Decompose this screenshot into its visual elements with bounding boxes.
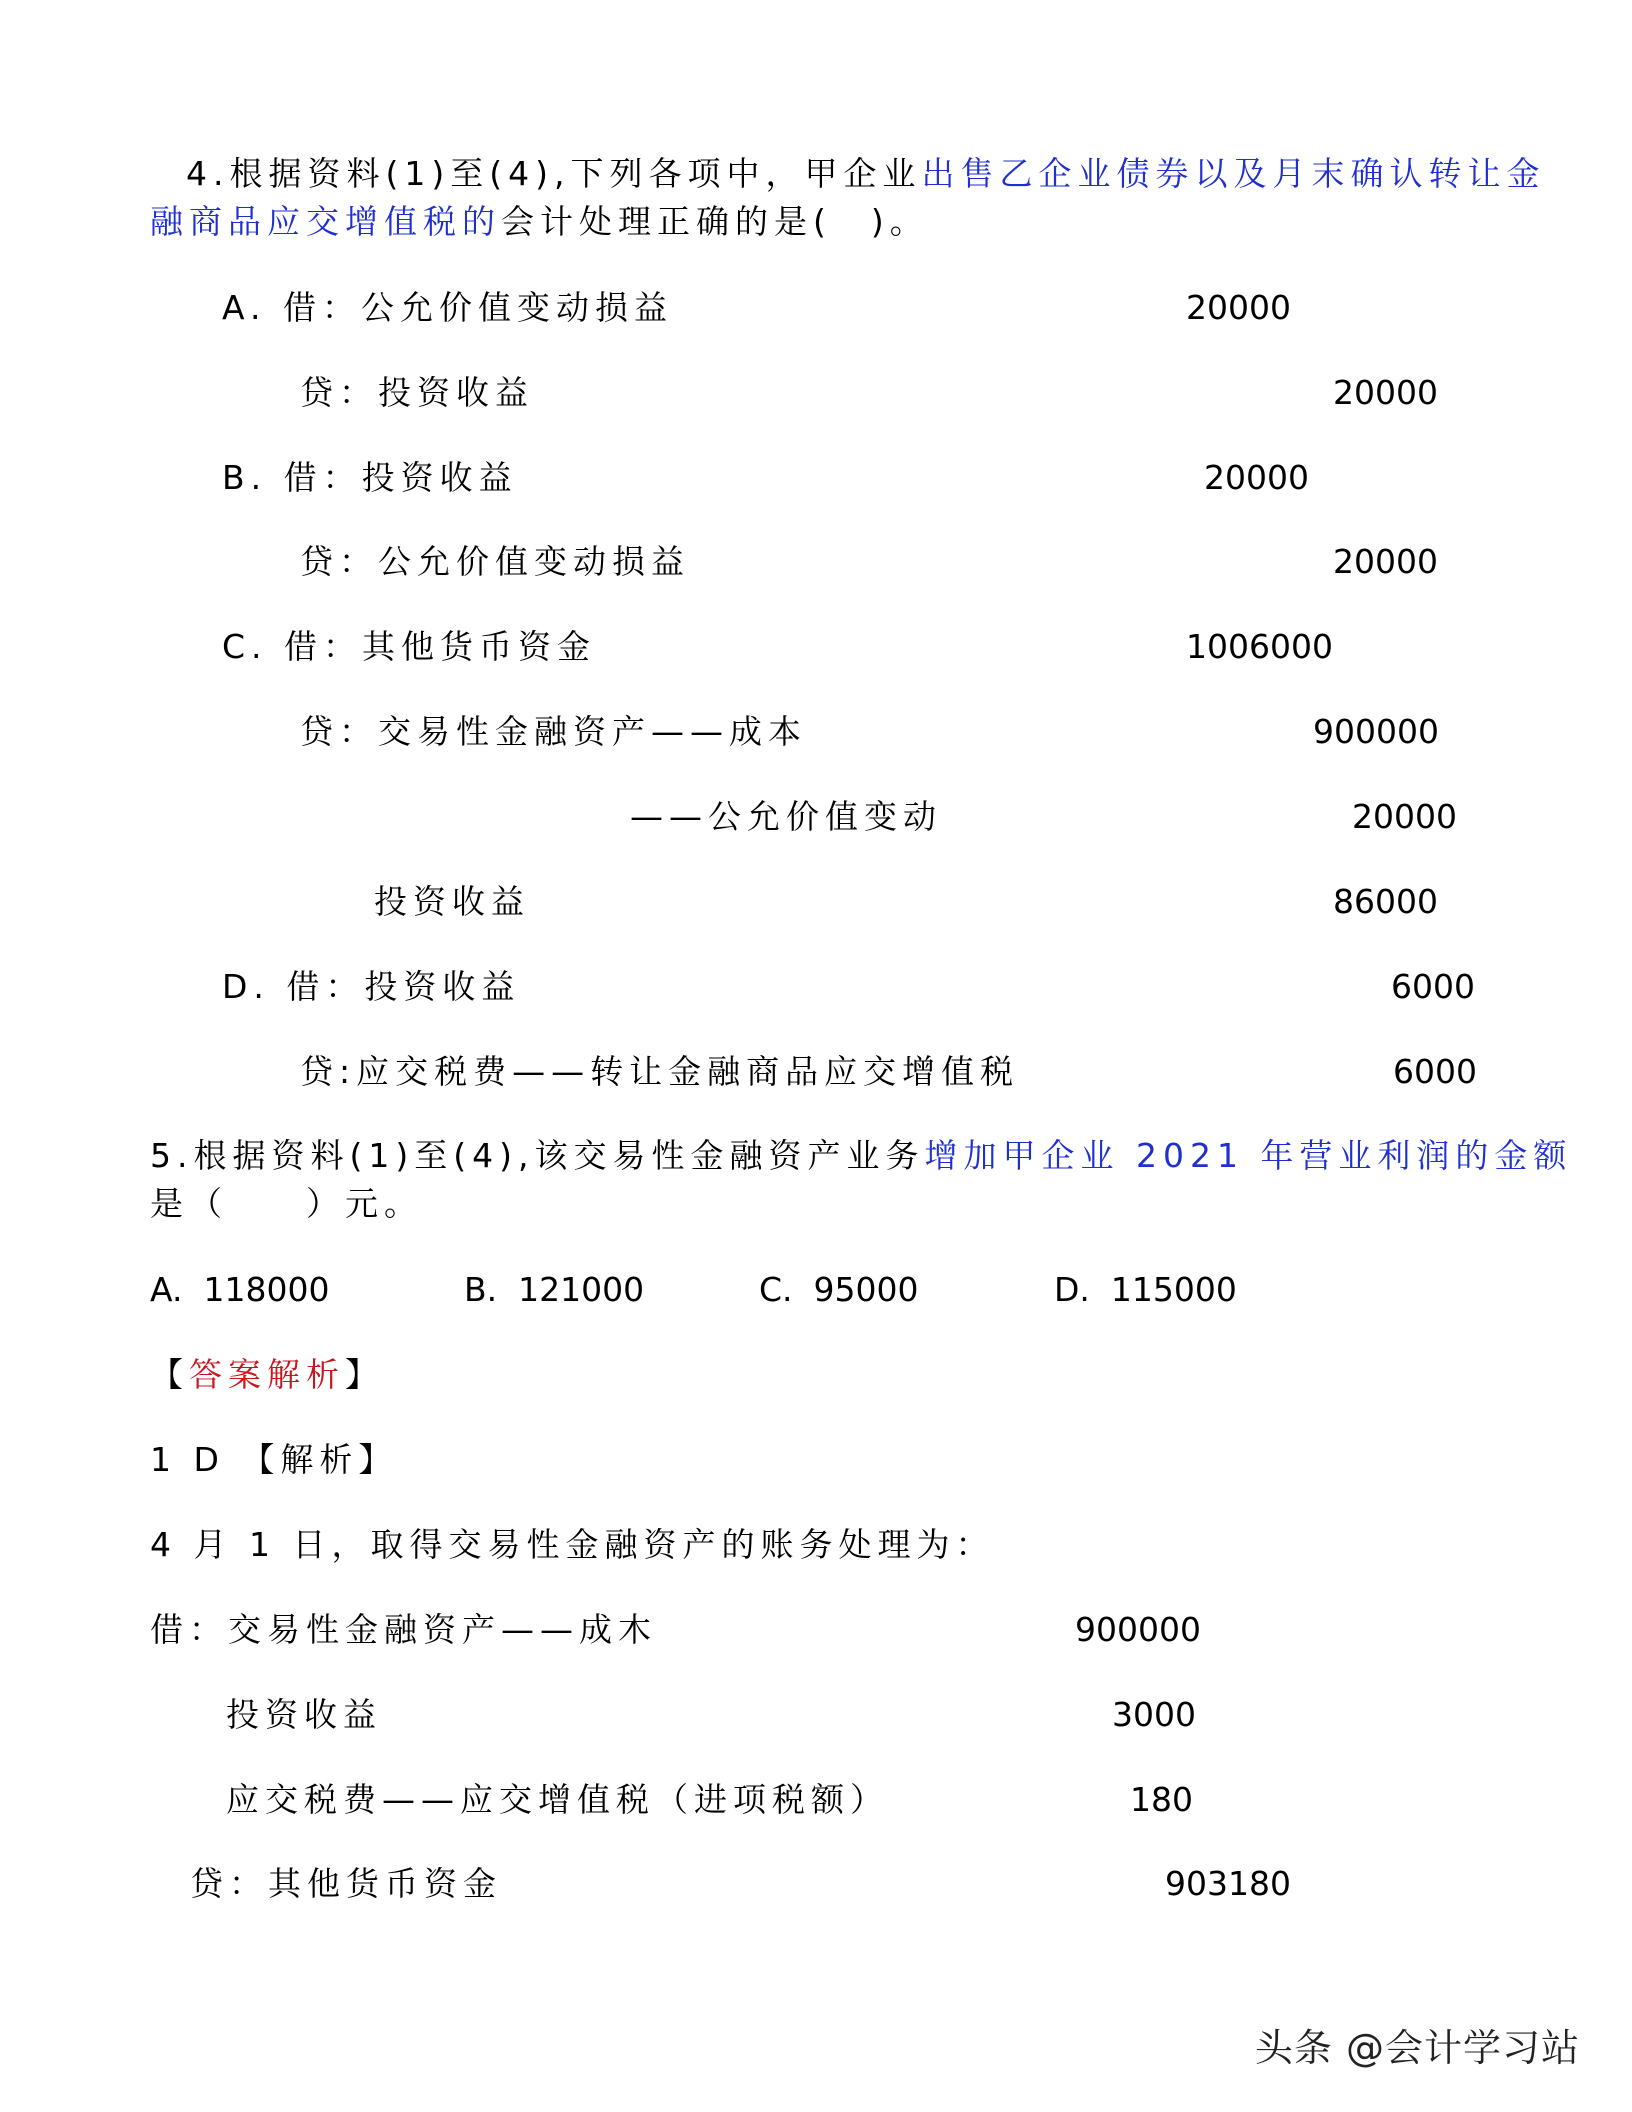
q4-line1	[186, 154, 1545, 194]
option-label: C.	[222, 627, 268, 666]
q5-line1	[150, 1136, 1572, 1176]
entry-account: 应交税费——转让金融商品应交增值税	[356, 1052, 1020, 1091]
entry-account: 投资收益	[361, 458, 518, 497]
entry-direction: 贷：	[300, 373, 378, 412]
q5-option-a	[150, 1270, 329, 1310]
q5-highlight: 增加甲企业 2021 年营业利润的金额	[924, 1136, 1573, 1175]
q4-option-b-credit	[300, 542, 690, 582]
q5-prefix: 5.根据资料(1)至(4),该交易性金融资产业务	[150, 1136, 925, 1175]
q4-line2	[150, 202, 929, 242]
entry-account: 投资收益	[364, 967, 521, 1006]
option-value: 95000	[813, 1270, 919, 1309]
entry-account: 交易性金融资产——成木	[228, 1610, 657, 1649]
entry-direction: 借：	[282, 288, 361, 327]
option-label: D.	[222, 967, 270, 1006]
option-label: B.	[222, 458, 268, 497]
q4-option-d-debit	[222, 967, 520, 1007]
answer-entry-3: 应交税费——应交增值税（进项税额）	[226, 1780, 889, 1819]
answer-entry-3-amount: 180	[1130, 1780, 1193, 1819]
entry-account: 其他货币资金	[362, 627, 597, 666]
q4-option-b-debit	[222, 458, 518, 498]
option-value: 118000	[203, 1270, 330, 1309]
entry-direction: 借：	[283, 458, 362, 497]
entry-account: 交易性金融资产——成本	[378, 712, 807, 751]
bracket: 【	[150, 1355, 189, 1394]
q5-option-d	[1054, 1270, 1237, 1310]
answer-entry-2: 投资收益	[226, 1695, 382, 1734]
entry-direction: 借：	[286, 967, 365, 1006]
q4-highlight1: 出售乙企业债券以及月末确认转让金	[921, 154, 1546, 193]
answer-entry-4	[190, 1864, 502, 1904]
entry-direction: 贷：	[190, 1864, 268, 1903]
option-label: A.	[222, 288, 267, 327]
q4-option-c-credit-2: ——公允价值变动	[630, 797, 942, 836]
option-value: 115000	[1110, 1270, 1237, 1309]
q4-prefix: 4.根据资料(1)至(4),下列各项中，甲企业	[186, 154, 922, 193]
q4-option-b-credit-amount: 20000	[1333, 542, 1438, 581]
q4-option-d-credit	[300, 1052, 1019, 1092]
watermark: 头条 @会计学习站	[1254, 2026, 1580, 2070]
entry-account: 其他货币资金	[268, 1864, 502, 1903]
entry-direction: 贷：	[300, 542, 378, 581]
answer-entry-1-amount: 900000	[1075, 1610, 1201, 1649]
q4-option-a-credit-amount: 20000	[1333, 373, 1438, 412]
q4-option-d-debit-amount: 6000	[1391, 967, 1475, 1006]
answer-entry-2-amount: 3000	[1112, 1695, 1196, 1734]
answer-entry-1	[150, 1610, 657, 1650]
q4-option-c-credit-1	[300, 712, 807, 752]
option-label: A.	[150, 1270, 183, 1309]
q4-suffix: 会计处理正确的是( )。	[501, 202, 929, 241]
answer-title: 答案解析	[189, 1355, 345, 1394]
option-label: C.	[759, 1270, 793, 1309]
q5-option-c	[759, 1270, 919, 1310]
q4-option-d-credit-amount: 6000	[1393, 1052, 1477, 1091]
answer-heading	[150, 1355, 384, 1395]
q4-option-a-credit	[300, 373, 534, 413]
entry-account: 投资收益	[378, 373, 534, 412]
q4-option-c-credit-1-amount: 900000	[1313, 712, 1439, 751]
q4-option-a-debit-amount: 20000	[1186, 288, 1291, 327]
entry-account: 公允价值变动损益	[360, 288, 673, 327]
answer-intro: 4 月 1 日，取得交易性金融资产的账务处理为：	[150, 1525, 995, 1564]
q4-option-a-debit	[222, 288, 673, 328]
q4-highlight2: 融商品应交增值税的	[150, 202, 501, 241]
bracket: 】	[345, 1355, 384, 1394]
q4-option-c-debit-amount: 1006000	[1186, 627, 1333, 666]
answer-item-1: 1 D 【解析】	[150, 1440, 398, 1479]
q4-option-b-debit-amount: 20000	[1204, 458, 1309, 497]
q5-option-b	[464, 1270, 644, 1310]
option-value: 121000	[518, 1270, 645, 1309]
entry-direction: 贷:	[300, 1052, 357, 1091]
q4-option-c-debit	[222, 627, 596, 667]
entry-direction: 借：	[284, 627, 363, 666]
q4-option-c-credit-3: 投资收益	[374, 882, 530, 921]
q4-option-c-credit-2-amount: 20000	[1352, 797, 1457, 836]
option-label: B.	[464, 1270, 498, 1309]
q5-suffix: 是（ ）元。	[150, 1184, 423, 1223]
entry-direction: 贷：	[300, 712, 378, 751]
answer-entry-4-amount: 903180	[1165, 1864, 1291, 1903]
q4-option-c-credit-3-amount: 86000	[1333, 882, 1438, 921]
option-label: D.	[1054, 1270, 1090, 1309]
entry-account: 公允价值变动损益	[378, 542, 690, 581]
entry-direction: 借：	[150, 1610, 228, 1649]
